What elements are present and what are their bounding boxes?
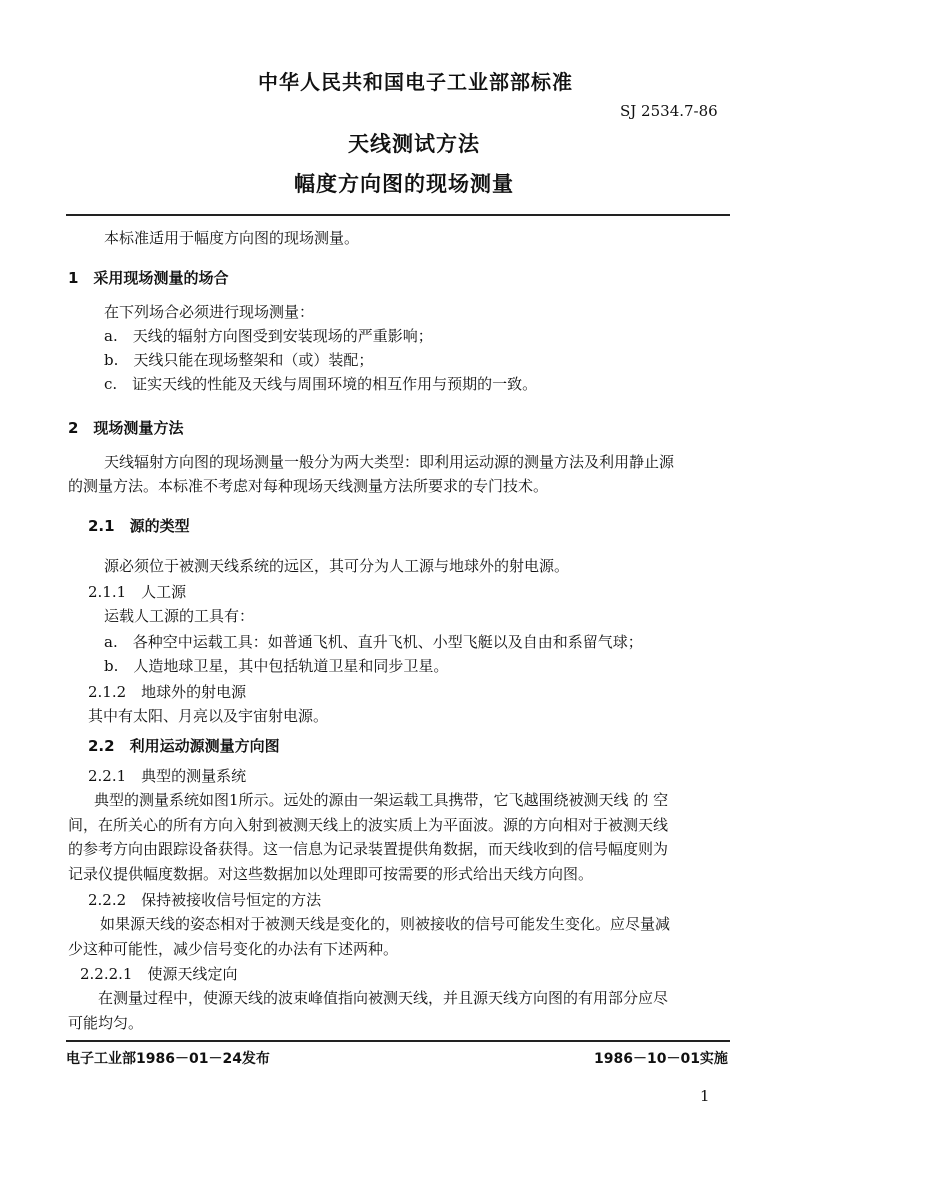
section-2-2-1-paragraph [68,788,734,886]
paragraph-line: 典型的测量系统如图1所示。远处的源由一架运载工具携带，它飞越围绕被测天线 的 空 [94,791,669,809]
doc-title-line2: 幅度方向图的现场测量 [294,172,514,196]
section-2-1-1-lead: 运载人工源的工具有： [104,607,255,625]
page-number: 1 [700,1087,710,1105]
section-1-lead: 在下列场合必须进行现场测量： [104,303,315,321]
org-standard-title: 中华人民共和国电子工业部部标准 [258,70,573,94]
section-2-heading: 2 现场测量方法 [68,419,184,437]
section-2-2-2-1-heading: 2.2.2.1 使源天线定向 [80,965,238,983]
header-rule [66,214,730,216]
effective-date: 1986－10－01实施 [594,1051,728,1067]
section-2-2-2-heading: 2.2.2 保持被接收信号恒定的方法 [88,891,322,909]
section-1-heading: 1 采用现场测量的场合 [68,269,229,287]
section-2-1-1-heading: 2.1.1 人工源 [88,583,187,601]
section-2-2-2-1-paragraph [68,986,734,1035]
section-2-1-2-heading: 2.1.2 地球外的射电源 [88,683,247,701]
section-2-para-line1: 天线辐射方向图的现场测量一般分为两大类型：即利用运动源的测量方法及利用静止源 [104,453,675,471]
section-2-1-2-text: 其中有太阳、月亮以及宇宙射电源。 [88,707,329,725]
paragraph-line: 少这种可能性，减少信号变化的办法有下述两种。 [68,939,399,958]
doc-title-line1: 天线测试方法 [348,132,480,156]
section-1-item-a: a. 天线的辐射方向图受到安装现场的严重影响； [104,327,433,345]
section-2-2-1-heading: 2.2.1 典型的测量系统 [88,767,247,785]
section-2-1-1-item-b: b. 人造地球卫星，其中包括轨道卫星和同步卫星。 [104,657,449,675]
paragraph-line: 在测量过程中，使源天线的波束峰值指向被测天线，并且源天线方向图的有用部分应尽 [98,989,669,1007]
intro-text: 本标准适用于幅度方向图的现场测量。 [104,229,360,247]
paragraph-line: 记录仪提供幅度数据。对这些数据加以处理即可按需要的形式给出天线方向图。 [68,864,594,883]
section-2-2-heading: 2.2 利用运动源测量方向图 [88,737,280,755]
paragraph-line: 间，在所关心的所有方向入射到被测天线上的波实质上为平面波。源的方向相对于被测天线 [68,815,669,834]
paragraph-line: 如果源天线的姿态相对于被测天线是变化的，则被接收的信号可能发生变化。应尽量减 [100,915,671,933]
section-2-2-2-paragraph [68,912,734,961]
footer-rule [66,1040,730,1042]
section-1-item-c: c. 证实天线的性能及天线与周围环境的相互作用与预期的一致。 [104,375,538,393]
section-2-1-heading: 2.1 源的类型 [88,517,190,535]
section-1-item-b: b. 天线只能在现场整架和（或）装配； [104,351,374,369]
paragraph-line: 的参考方向由跟踪设备获得。这一信息为记录装置提供角数据，而天线收到的信号幅度则为 [68,840,669,858]
standard-code: SJ 2534.7-86 [620,102,718,120]
paragraph-line: 可能均匀。 [68,1013,144,1032]
section-2-para-line2: 的测量方法。本标准不考虑对每种现场天线测量方法所要求的专门技术。 [68,477,549,495]
issued-date: 电子工业部1986－01－24发布 [66,1051,270,1067]
section-2-1-para: 源必须位于被测天线系统的远区，其可分为人工源与地球外的射电源。 [104,557,570,575]
section-2-1-1-item-a: a. 各种空中运载工具：如普通飞机、直升飞机、小型飞艇以及自由和系留气球； [104,633,643,651]
